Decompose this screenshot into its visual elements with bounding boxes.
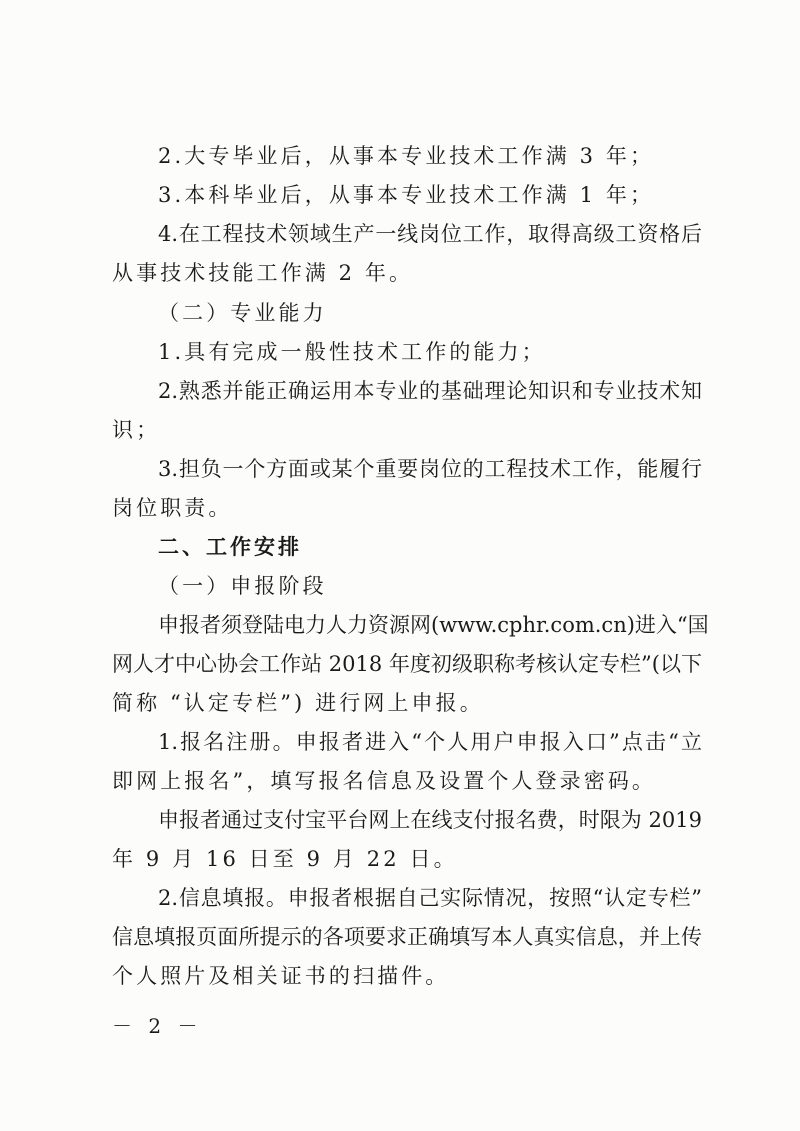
section-heading-professional-ability: （二）专业能力 xyxy=(158,301,327,325)
text-line-registration-1: 1.报名注册。申报者进入“个人用户申报入口”点击“立 xyxy=(158,730,702,754)
text-line-info-fill-3: 个人照片及相关证书的扫描件。 xyxy=(112,964,450,988)
section-heading-application-stage: （一）申报阶段 xyxy=(158,574,327,598)
text-line-requirement-3: 3.本科毕业后，从事本专业技术工作满 1 年； xyxy=(158,183,655,207)
text-line-ability-2-cont: 识； xyxy=(112,418,161,442)
section-heading-work-arrangement: 二、工作安排 xyxy=(158,535,302,559)
text-line-requirement-4-cont: 从事技术技能工作满 2 年。 xyxy=(112,261,414,285)
text-line-registration-2: 即网上报名”，填写报名信息及设置个人登录密码。 xyxy=(112,769,657,793)
text-line-application-3: 简称 “认定专栏”) 进行网上申报。 xyxy=(112,691,484,715)
text-line-ability-3-cont: 岗位职责。 xyxy=(112,496,233,520)
text-line-payment-2: 年 9 月 16 日至 9 月 22 日。 xyxy=(112,847,458,871)
text-line-info-fill-1: 2.信息填报。申报者根据自己实际情况，按照“认定专栏” xyxy=(158,886,702,910)
text-line-info-fill-2: 信息填报页面所提示的各项要求正确填写本人真实信息，并上传 xyxy=(112,925,702,949)
page-number: － 2 － xyxy=(112,1014,203,1038)
text-line-application-1: 申报者须登陆电力人力资源网(www.cphr.com.cn)进入“国 xyxy=(158,613,709,637)
text-line-requirement-2: 2.大专毕业后，从事本专业技术工作满 3 年； xyxy=(158,144,655,168)
text-line-payment-1: 申报者通过支付宝平台网上在线支付报名费，时限为 2019 xyxy=(158,808,702,832)
text-line-application-2: 网人才中心协会工作站 2018 年度初级职称考核认定专栏”(以下 xyxy=(112,652,702,676)
text-line-ability-2: 2.熟悉并能正确运用本专业的基础理论知识和专业技术知 xyxy=(158,379,702,403)
text-line-ability-1: 1.具有完成一般性技术工作的能力； xyxy=(158,340,546,364)
text-line-requirement-4: 4.在工程技术领域生产一线岗位工作，取得高级工资格后 xyxy=(158,222,702,246)
text-line-ability-3: 3.担负一个方面或某个重要岗位的工程技术工作，能履行 xyxy=(158,457,702,481)
